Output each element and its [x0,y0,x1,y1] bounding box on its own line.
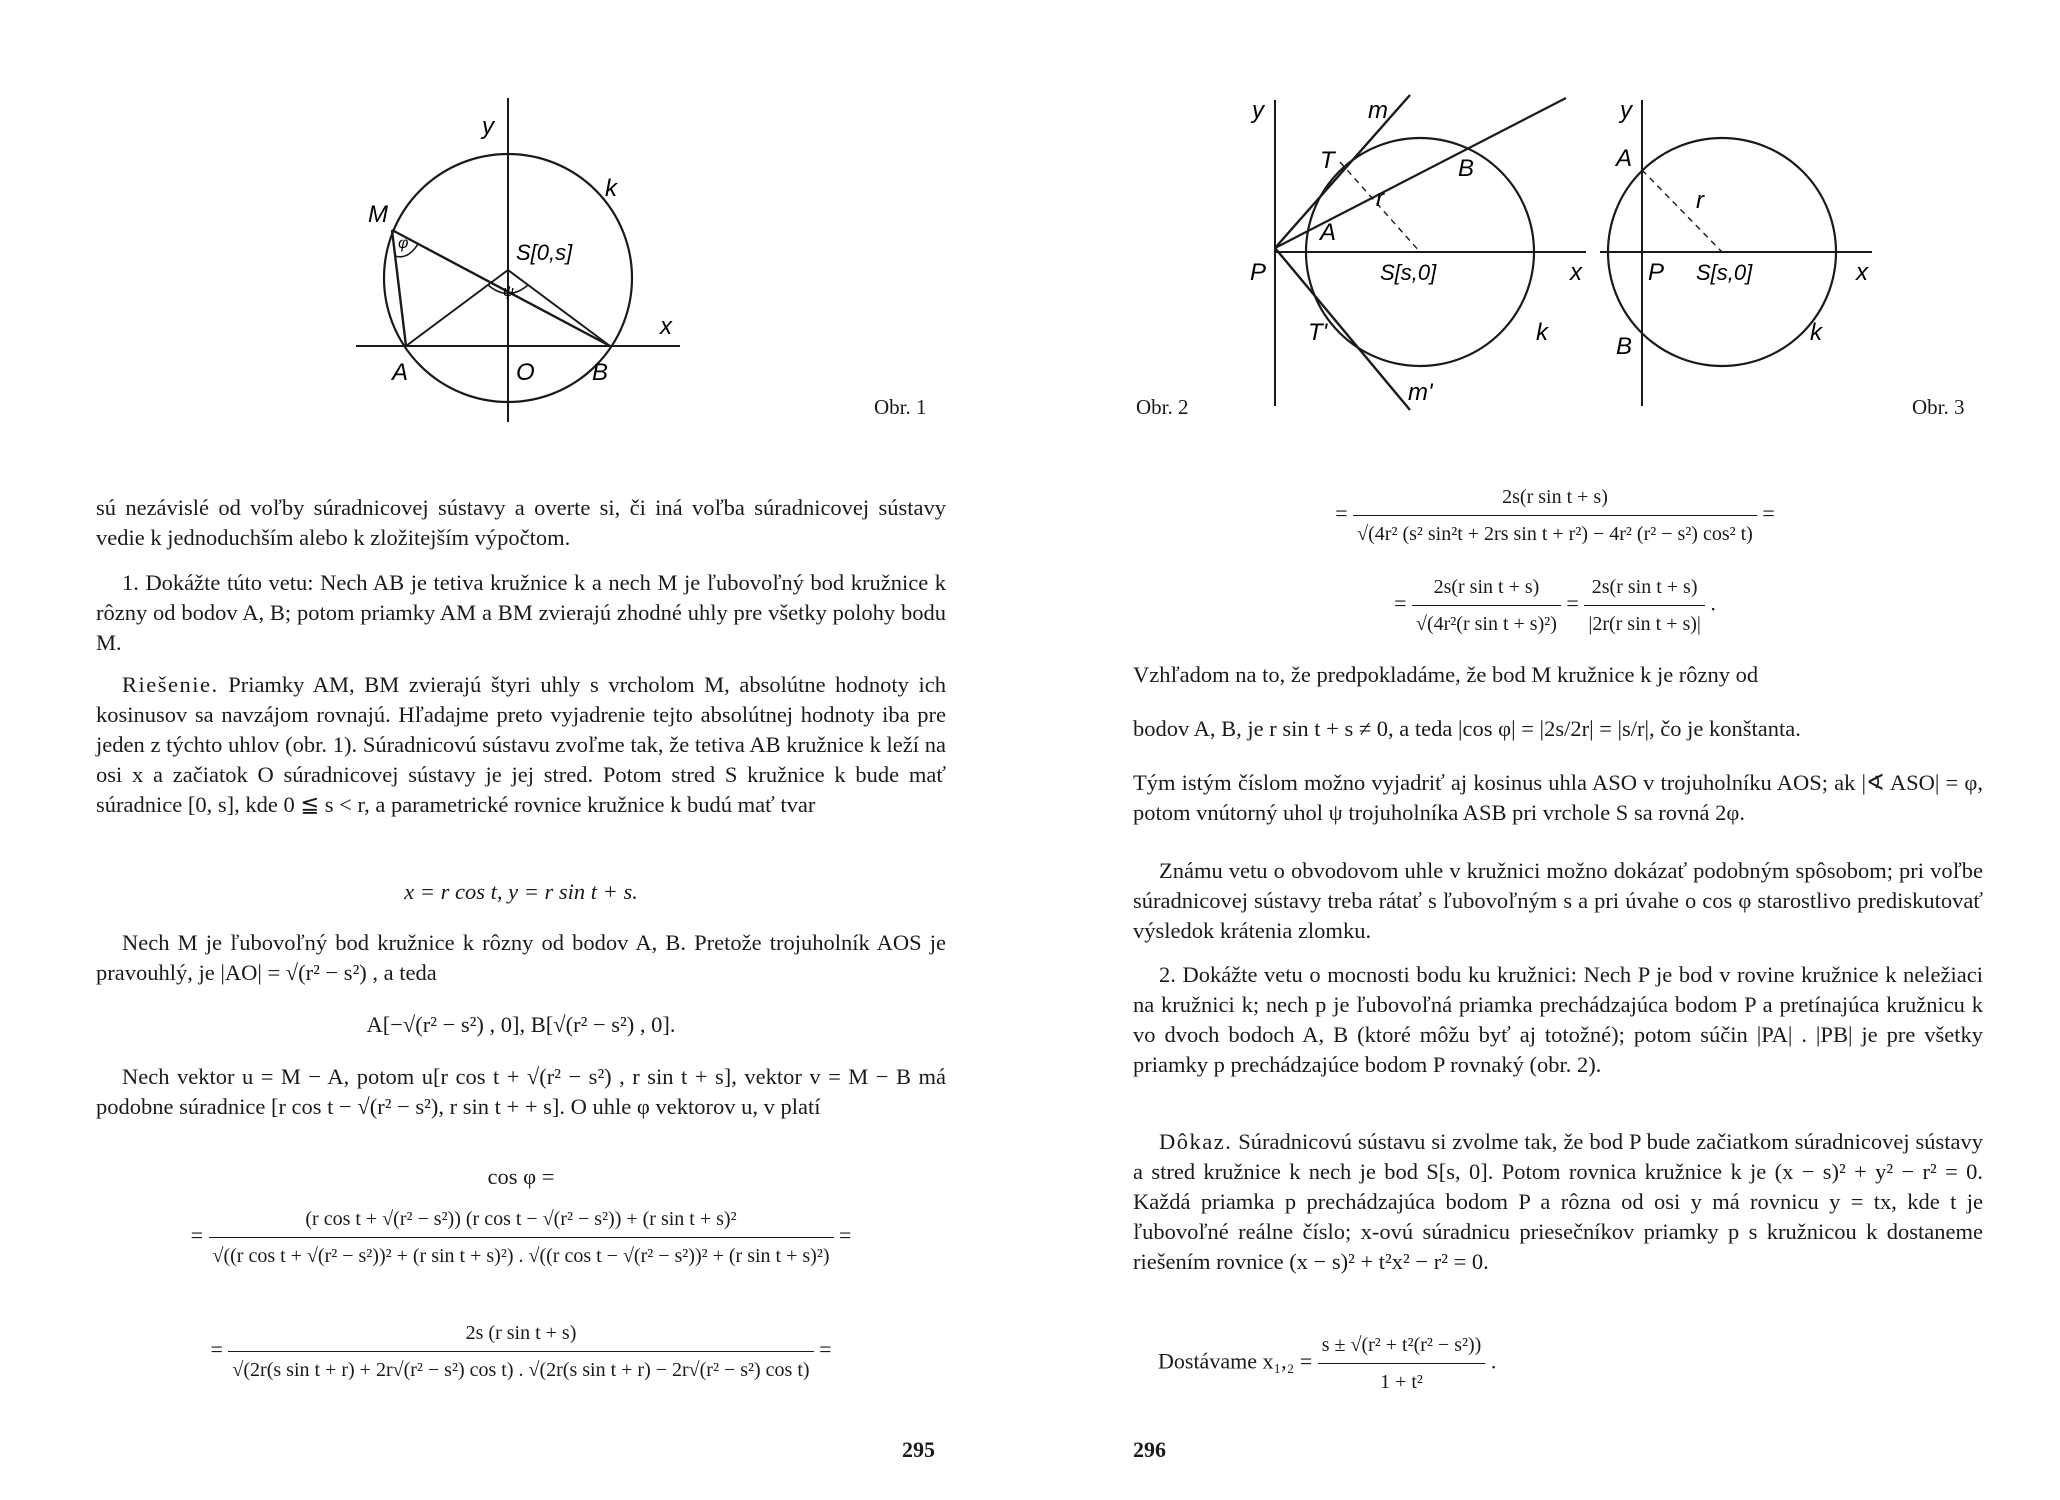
fig3-label-y: y [1620,97,1632,124]
eq4a-fraction [1412,572,1561,639]
solution-1-text: Priamky AM, BM zvierajú štyri uhly s vrcholom M, absolútne hodnoty ich kosinusov sa navzájom rovnajú. Hľadajme preto vyjadrenie tejto absolútnej hodnoty iba pre jeden z týchto uhlov (obr. 1). Súradnicovú sústavu zvoľme tak, že tetiva AB kružnice k leží na osi x a začiatok O súradnicovej sústavy je jej stred. Potom stred S kružnice k bude mať súradnice [0, s], kde 0 ≦ s < r, a parametrické rovnice kružnice k budú mať tvar [96,672,946,817]
result-label: Dostávame x₁,₂ = [1158,1348,1313,1374]
eq-parametric: x = r cos t, y = r sin t + s. [404,879,638,904]
eq1-denominator: √((r cos t + √(r² − s²))² + (r sin t + s)²) . √((r cos t − √(r² − s²))² + (r sin t + s)²) [212,1245,830,1267]
figure-1 [340,90,720,430]
fig3-radius-SA [1642,170,1722,252]
eq3-denominator: √(4r² (s² sin²t + 2rs sin t + r²) − 4r² (r² − s²) cos² t) [1357,523,1753,545]
eq2-fraction [228,1318,813,1385]
eq2-numerator: 2s (r sin t + s) [228,1318,813,1352]
fig2-label-P: P [1250,259,1267,286]
fig1-SB [508,270,610,346]
left-para-intro: sú nezávislé od voľby súradnicovej sústavy a overte si, či iná voľba súradnicovej sústavy vedie k jednoduchším alebo k zložitejším výpočtom. [96,495,946,550]
fig1-label-A: A [392,359,409,386]
fig2-label-y: y [1252,97,1264,124]
eq4b-fraction [1584,572,1705,639]
fig1-label-O: O [516,359,535,386]
result-period: . [1490,1348,1497,1374]
fig3-label-A: A [1616,145,1633,172]
fig2-label-A: A [1320,219,1337,246]
fig1-label-k: k [605,175,617,202]
right-para-angle: Tým istým číslom možno vyjadriť aj kosinus uhla ASO v trojuholníku AOS; ak |∢ ASO| = φ, potom vnútorný uhol ψ trojuholníka ASB pri vrchole S sa rovná 2φ. [1133,770,1983,825]
fig2-tangent-m [1275,95,1410,248]
eq4-period: . [1710,590,1716,616]
proof-2-text: Súradnicovú sústavu si zvolme tak, že bod P bude začiatkom súradnicovej sústavy a stred kružnice k nech je bod S[s, 0]. Potom rovnica kružnice k je (x − s)² + y² − r² = 0. Každá priamka p prechádzajúca bodom P a rôzna od osi y má rovnicu y = tx, kde t je ľubovoľné reálne číslo; x-ovú súradnicu priesečníkov priamky p s kružnicou k dostaneme riešením rovnice (x − s)² + t²x² − r² = 0. [1133,1129,1983,1274]
figure-3 [1580,90,1900,420]
proof-2-label: Dôkaz. [1159,1129,1233,1154]
eq3-lead-equals: = [1335,500,1348,526]
fig2-label-B: B [1458,155,1475,182]
fig3-label-B: B [1616,333,1633,360]
eq4-mid-equals: = [1566,590,1579,616]
result-numerator: s ± √(r² + t²(r² − s²)) [1318,1330,1486,1364]
fig2-label-k: k [1536,319,1548,346]
fig1-label-B: B [592,359,609,386]
page-number-right: 296 [1133,1437,1166,1462]
eq4a-denominator: √(4r²(r sin t + s)²) [1416,613,1557,635]
eq4b-numerator: 2s(r sin t + s) [1584,572,1705,606]
figure-2 [1240,90,1610,420]
fig1-label-M: M [368,201,388,228]
fig1-label-psi: ψ [503,283,514,300]
result-denominator: 1 + t² [1380,1371,1423,1393]
eq-result [1158,1330,1978,1397]
fig3-label-P: P [1648,259,1665,286]
eq2-lead-equals: = [210,1336,223,1362]
eq1-trail-equals: = [839,1222,852,1248]
fig3-label-S: S[s,0] [1696,260,1753,285]
eq3-trail-equals: = [1762,500,1775,526]
fig2-secant-p [1275,98,1566,248]
right-para-constant-1: Vzhľadom na to, že predpokladáme, že bod M kružnice k je rôzny od [1133,662,1759,687]
solution-1-label: Riešenie. [122,672,219,697]
fig3-caption: Obr. 3 [1912,395,1965,419]
fig1-label-phi: φ [398,235,409,252]
eq2-trail-equals: = [819,1336,832,1362]
eq3-fraction [1353,482,1757,549]
fig3-label-x: x [1856,259,1868,286]
fig1-caption: Obr. 1 [874,395,927,419]
eq2-denominator: √(2r(s sin t + r) + 2r√(r² − s²) cos t) . √(2r(s sin t + r) − 2r√(r² − s²) cos t) [232,1359,810,1381]
problem-2: 2. Dokážte vetu o mocnosti bodu ku kružnici: Nech P je bod v rovine kružnice k neležiaci na kružnici k; nech p je ľubovoľná priamka prechádzajúca bodom P a pretínajúca kružnicu k vo dvoch bodoch A, B (ktoré môžu byť aj totožné); potom súčin |PA| . |PB| je pre všetky priamky p prechádzajúce bodom P rovnaký (obr. 2). [1133,962,1983,1077]
fig1-label-S: S[0,s] [516,240,573,265]
fig1-chord-BM [392,230,610,346]
page-number-left: 295 [902,1437,935,1462]
left-para-M: Nech M je ľubovoľný bod kružnice k rôzny od bodov A, B. Pretože trojuholník AOS je pravouhlý, je |AO| = √(r² − s²) , a teda [96,930,946,985]
eq-AB: A[−√(r² − s²) , 0], B[√(r² − s²) , 0]. [366,1012,676,1037]
right-para-known: Známu vetu o obvodovom uhle v kružnici možno dokázať podobným spôsobom; pri voľbe súradnicovej sústavy treba rátať s ľubovoľným s a pri úvahe o cos φ starostlivo prediskutovať výsledok krátenia zlomku. [1133,858,1983,943]
proof-2 [1133,1127,1983,1277]
fig2-label-x: x [1570,259,1582,286]
eq1-numerator: (r cos t + √(r² − s²)) (r cos t − √(r² − s²)) + (r sin t + s)² [209,1204,834,1238]
eq1-fraction [209,1204,834,1271]
eq4-lead-equals: = [1394,590,1407,616]
left-para-vector: Nech vektor u = M − A, potom u[r cos t + √(r² − s²) , r sin t + s], vektor v = M − B má podobne súradnice [r cos t − √(r² − s²), r sin t + + s]. O uhle φ vektorov u, v platí [96,1064,946,1119]
solution-1 [96,670,946,820]
fig2-label-T: T [1320,147,1335,174]
eq1-lead-equals: = [190,1222,203,1248]
fig2-label-m: m [1368,97,1388,124]
eq-fraction-1 [96,1204,946,1271]
problem-1: 1. Dokážte túto vetu: Nech AB je tetiva kružnice k a nech M je ľubovoľný bod kružnice k rôzny od bodov A, B; potom priamky AM a BM zvierajú zhodné uhly pre všetky polohy bodu M. [96,570,946,655]
fig2-caption: Obr. 2 [1136,395,1189,419]
eq4a-numerator: 2s(r sin t + s) [1412,572,1561,606]
fig3-label-k: k [1810,319,1822,346]
eq-fraction-4 [1130,572,1980,639]
result-fraction [1318,1330,1486,1397]
fig2-label-r: r [1376,185,1384,212]
eq-fraction-3 [1130,482,1980,549]
eq-fraction-2 [96,1318,946,1385]
fig1-label-y: y [482,113,494,140]
eq-cos-phi: cos φ = [487,1164,555,1189]
fig2-label-T-prime: T' [1308,319,1328,346]
right-para-constant-2: bodov A, B, je r sin t + s ≠ 0, a teda |cos φ| = |2s/2r| = |s/r|, čo je konštanta. [1133,716,1801,741]
fig1-label-x: x [660,313,672,340]
fig2-label-S: S[s,0] [1380,260,1437,285]
fig3-label-r: r [1696,187,1704,214]
eq4b-denominator: |2r(r sin t + s)| [1588,613,1701,635]
eq3-numerator: 2s(r sin t + s) [1353,482,1757,516]
fig1-SA [406,270,508,346]
fig2-label-m-prime: m' [1408,379,1433,406]
